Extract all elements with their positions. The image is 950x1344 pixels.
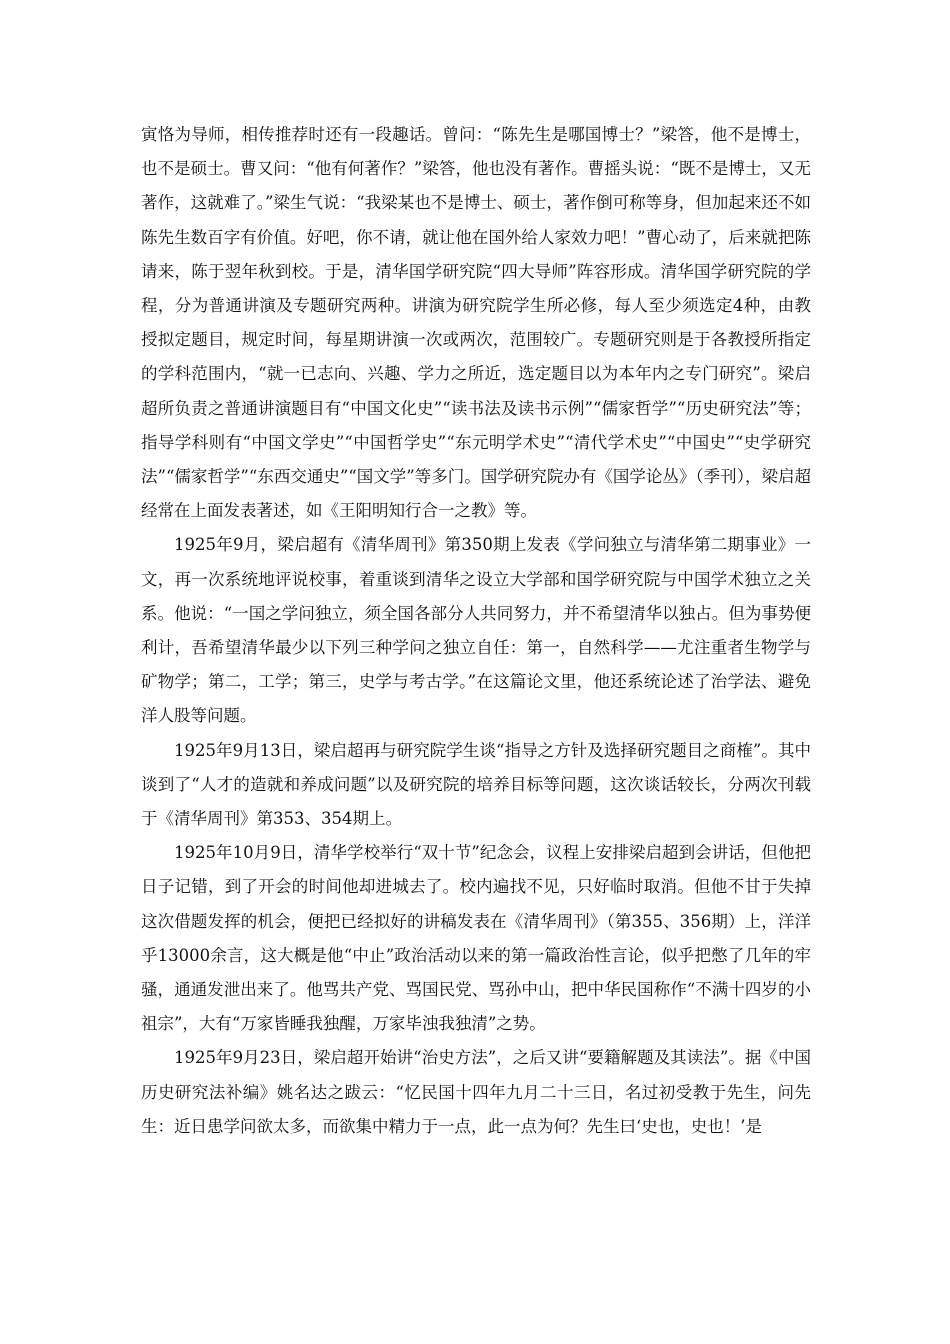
paragraph-4: 1925年10月9日，清华学校举行“双十节”纪念会，议程上安排梁启超到会讲话，但他把日子记错，到了开会的时间他却进城去了。校内遍找不见，只好临时取消。但他不甘于失掉这次借题发挥的机会，便把已经拟好的讲稿发表在《清华周刊》（第355、356期）上，洋洋乎13000余言，这大概是他“中止”政治活动以来的第一篇政治性言论，似乎把憋了几年的牢骚，通通发泄出来了。他骂共产党、骂国民党、骂孙中山，把中华民国称作“不满十四岁的小祖宗”，大有“万家皆睡我独醒，万家毕浊我独清”之势。 bbox=[141, 843, 811, 1034]
paragraph-2: 1925年9月，梁启超有《清华周刊》第350期上发表《学问独立与清华第二期事业》一文，再一次系统地评说校事，着重谈到清华之设立大学部和国学研究院与中国学术独立之关系。他说：“一国之学问独立，须全国各部分人共同努力，并不希望清华以独占。但为事势便利计，吾希望清华最少以下列三种学问之独立自任：第一，自然科学——尤注重者生物学与矿物学；第二，工学；第三，史学与考古学。”在这篇论文里，他还系统论述了治学法、避免洋人股等问题。 bbox=[141, 535, 811, 726]
paragraph-3: 1925年9月13日，梁启超再与研究院学生谈“指导之方针及选择研究题目之商榷”。其中谈到了“人才的造就和养成问题”以及研究院的培养目标等问题，这次谈话较长，分两次刊载于《清华周刊》第353、354期上。 bbox=[141, 740, 811, 829]
paragraph-1: 寅恪为导师，相传推荐时还有一段趣话。曾问：“陈先生是哪国博士？”梁答，他不是博士，也不是硕士。曹又问：“他有何著作？”梁答，他也没有著作。曹摇头说：“既不是博士，又无著作，这就难了。”梁生气说：“我梁某也不是博士、硕士，著作倒可称等身，但加起来还不如陈先生数百字有价值。好吧，你不请，就让他在国外给人家效力吧！”曹心动了，后来就把陈请来，陈于翌年秋到校。于是，清华国学研究院“四大导师”阵容形成。清华国学研究院的学程，分为普通讲演及专题研究两种。讲演为研究院学生所必修，每人至少须选定4种，由教授拟定题目，规定时间，每星期讲演一次或两次，范围较广。专题研究则是于各教授所指定的学科范围内，“就一已志向、兴趣、学力之所近，选定题目以为本年内之专门研究”。梁启超所负责之普通讲演题目有“中国文化史”“读书法及读书示例”“儒家哲学”“历史研究法”等；指导学科则有“中国文学史”“中国哲学史”“东元明学术史”“清代学术史”“中国史”“史学研究法”“儒家哲学”“东西交通史”“国文学”等多门。国学研究院办有《国学论丛》（季刊），梁启超经常在上面发表著述，如《王阳明知行合一之教》等。 bbox=[141, 125, 811, 521]
document-body bbox=[141, 118, 811, 1144]
paragraph-5: 1925年9月23日，梁启超开始讲“治史方法”，之后又讲“要籍解题及其读法”。据《中国历史研究法补编》姚名达之跋云：“忆民国十四年九月二十三日，名过初受教于先生，问先生：近日患学问欲太多，而欲集中精力于一点，此一点为何？先生曰‘史也，史也！’是 bbox=[141, 1048, 811, 1136]
